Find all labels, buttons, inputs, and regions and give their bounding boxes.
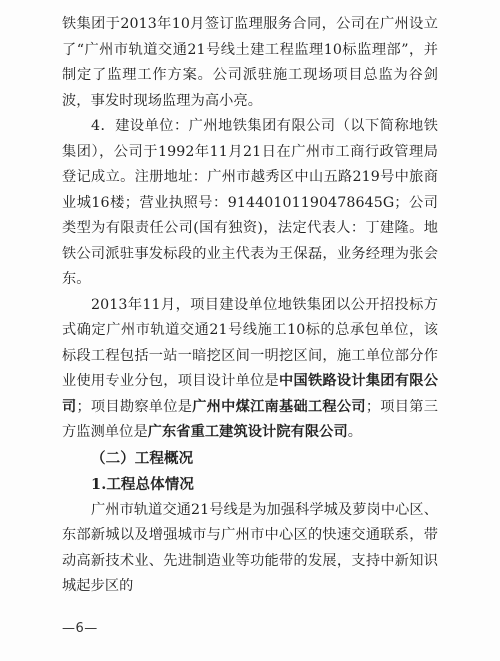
document-body <box>62 12 438 600</box>
design-unit-name: 中国铁路设计集团有限公司 <box>62 373 438 415</box>
bidding-text-3: ；项目第三方监测单位是 <box>62 398 438 440</box>
bidding-text-1: 2013年11月，项目建设单位地铁集团以公开招投标方式确定广州市轨道交通21号线施工10标的总承包单位，该标段工程包括一站一暗挖区间一明挖区间，施工单位部分作业使用专业分包，项目设计单位是 <box>62 296 438 389</box>
monitor-unit-name: 广东省重工建筑设计院有限公司 <box>147 424 348 440</box>
page-number: —6— <box>62 621 98 636</box>
paragraph-overview: 广州市轨道交通21号线是为加强科学城及萝岗中心区、东部新城以及增强城市与广州市中心区的快速交通联系，带动高新技术业、先进制造业等功能带的发展，支持中新知识城起步区的 <box>62 501 438 594</box>
bidding-text-4: 。 <box>347 424 363 440</box>
paragraph-bidding <box>62 293 438 446</box>
subsection-heading: 1.工程总体情况 <box>91 475 194 493</box>
paragraph-construction-unit: 4．建设单位：广州地铁集团有限公司（以下简称地铁集团），公司于1992年11月21日在广州市工商行政管理局登记成立。注册地址：广州市越秀区中山五路219号中旅商业城16楼；营业执照号：914401011904786​45G；公司类型为有限责任公司(国有独资)，法定代表人：丁建隆。地铁公司派驻事发标段的业主代表为王保磊，业务经理为张会东。 <box>62 118 438 287</box>
survey-unit-name: 广州中煤江南基础工程公司 <box>192 398 366 415</box>
bidding-text-2: ；项目勘察单位是 <box>76 398 193 415</box>
section-heading: （二）工程概况 <box>91 449 194 467</box>
paragraph-supervision: 铁集团于2013年10月签订监理服务合同，公司在广州设立了“广州市轨道交通21号线土建工程监理10标监理部”，并制定了监理工作方案。公司派驻施工现场项目总监为谷剑波，事发时现场监理为高小亮。 <box>62 16 438 109</box>
